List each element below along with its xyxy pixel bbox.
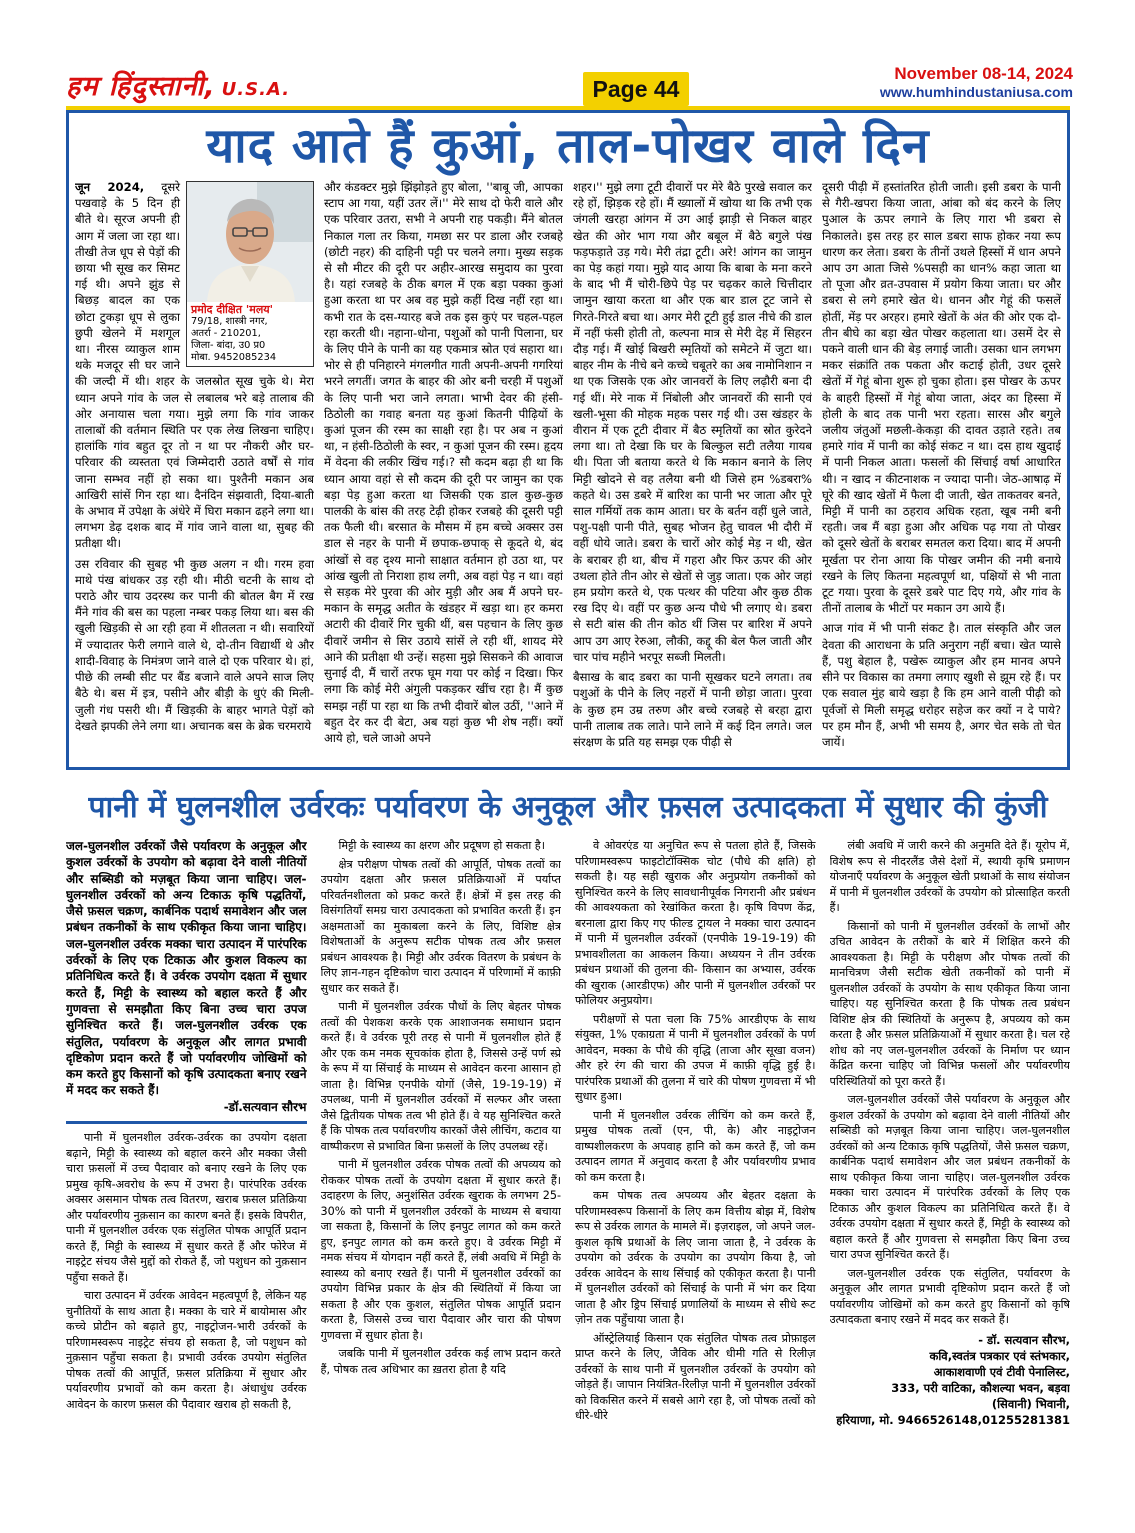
article2-column-3 [575,838,816,1478]
article1-column-3 [573,179,812,763]
article2-column-4 [830,838,1071,1478]
masthead [0,0,1135,110]
article1-paragraph: जून 2024, दूसरे पखवाड़े के 5 दिन ही बीते थे। सूरज अपनी ही आग में जला जा रहा था। तीखी तेज धूप से पेड़ों की छाया भी सूख कर सिमट गई थी। अपने झुंड से बिछड़ बादल का एक छोटा टुकड़ा धूप से लुका छुपी खेलने में मशगूल था। नीरस व्याकुल शाम थके मजदूर सी घर जाने की जल्दी में थी। शहर के जलस्रोत सूख चुके थे। मेरा ध्यान अपने गांव के जल से लबालब भरे बड़े तालाब की ओर अनायास चला गया। मुझे लगा कि गांव जाकर तालाबों की वर्तमान स्थिति पर एक लेख लिखना चाहिए। हालांकि गांव बहुत दूर तो न था पर नौकरी और घर-परिवार की व्यस्तता एवं जिम्मेदारी उठाते वर्षों से गांव जाना सम्भव नहीं हो सका था। पुश्तैनी मकान अब आखिरी सांसें गिन रहा था। दैनंदिन संझवाती, दिया-बाती के अभाव में उपेक्षा के अंधेरे में घिरा मकान ढहने लगा था। लगभग डेढ़ दशक बाद में गांव जाने वाला था, सुबह की प्रतीक्षा थी। [75,180,314,551]
article1-column-2 [324,179,563,763]
issue-date: November 08-14, 2024 [894,64,1073,83]
article1-paragraph: उस रविवार की सुबह भी कुछ अलग न थी। गरम हवा माथे पंख बांधकर उड़ रही थी। मीठी चटनी के साथ दो पराठे और चाय उदरस्थ कर पानी की बोतल बैग में रख मैंने गांव की बस का पहला नम्बर पकड़ लिया था। बस की खुली खिड़की से आ रही हवा में शीतलता न थी। सवारियों में ज्यादातर फेरी लगाने वाले थे, दो-तीन विद्यार्थी थे और शादी-विवाह के निमंत्रण जाने वाले दो एक परिवार थे। हां, पीछे की लम्बी सीट पर बैंड बजाने वाले अपने साज लिए बैठे थे। बस में इत्र, पसीने और बीड़ी के धुएं की मिली-जुली गंध पसरी थी। मैं खिड़की के बाहर भागते पेड़ों को देखते झपकी लेने लगा था। अचानक बस के ब्रेक चरमराये [75,556,314,733]
author-name: प्रमोद दीक्षित 'मलय' [191,303,274,316]
article2-body [66,838,1070,1478]
article2-paragraph: जल-घुलनशील उर्वरक एक संतुलित, पर्यावरण के अनुकूल और लागत प्रभावी दृष्टिकोण प्रदान करते हैं जो पर्यावरणीय जोखिमों को कम करते हुए किसानों को कृषि उत्पादकता बनाए रखने में मदद कर सकते हैं। [829,1266,1070,1326]
signature-line: आकाशवाणी एवं टीवी पेनालिस्ट, [933,1364,1070,1379]
article1-paragraph: बैसाख के बाद डबरा का पानी सूखकर घटने लगता। तब पशुओं के पीने के लिए नहरों में पानी छोड़ा जाता। पुरवा के कुछ हम उम्र तरुण और बच्चे रजबहे से बरहा द्वारा पानी तालाब तक लाते। पाने लाने में कई दिन लगते। जल संरक्षण के प्रति यह समझ एक पीढ़ी से [573,670,812,749]
article2-headline: पानी में घुलनशील उर्वरकः पर्यावरण के अनुकूल और फ़सल उत्पादकता में सुधार की कुंजी [88,790,1048,825]
article2-paragraph: ऑस्ट्रेलियाई किसान एक संतुलित पोषक तत्व प्रोफ़ाइल प्राप्त करने के लिए, जैविक और धीमी गति से रिलीज़ उर्वरकों के साथ पानी में घुलनशील उर्वरकों के उपयोग को जोड़ते हैं। जापान नियंत्रित-रिलीज़ पानी में घुलनशील उर्वरकों को विकसित करने में सबसे आगे रहा है, जो पोषक तत्वों को धीरे-धीरे [575,1331,816,1422]
article2-paragraph: पानी में घुलनशील उर्वरक-उर्वरक का उपयोग दक्षता बढ़ाने, मिट्टी के स्वास्थ्य को बहाल करने और मक्का जैसी चारा फ़सलों में उच्च पैदावार को बनाए रखने के लिए एक प्रमुख कृषि-अवरोध के रूप में उभरा है। पारंपरिक उर्वरक अक्सर असमान पोषक तत्व वितरण, खराब फ़सल प्रतिक्रिया और पर्यावरणीय नुक़सान का कारण बनते हैं। इसके विपरीत, पानी में घुलनशील उर्वरक एक संतुलित पोषक आपूर्ति प्रदान करते हैं, मिट्टी के स्वास्थ्य में सुधार करते हैं और फोरेज में नाइट्रेट संचय जैसे मुद्दों को रोकते हैं, जो पशुधन को नुक़सान पहुँचा सकते हैं। [66,1131,307,1284]
signature-line: 333, परी वाटिका, कौशल्या भवन, बड़वा [891,1380,1070,1395]
article2-paragraph: परीक्षणों से पता चला कि 75% आरडीएफ के साथ संयुक्त, 1% एकाग्रता में पानी में घुलनशील उर्वरकों के पर्ण आवेदन, मक्का के पौधे की वृद्धि (ताजा और सूखा वजन) और हरे रंग की चारा की उपज में काफ़ी वृद्धि हुई है। पारंपरिक प्रथाओं की तुलना में चारे की पोषण गुणवत्ता में भी सुधार हुआ। [575,1012,816,1103]
signature-line: (सिवानी) भिवानी, [991,1396,1070,1411]
article1-column-1 [75,179,314,763]
brand-text: हम हिंदुस्तानी, [66,71,216,102]
article1-paragraph: शहर।'' मुझे लगा टूटी दीवारों पर मेरे बैठे पुरखे सवाल कर रहे हों, झिड़क रहे हों। मैं ख्यालों में खोया था कि तभी एक जंगली खरहा आंगन में उग आई झाड़ी से निकल बाहर खेत की ओर भाग गया और बबूल में बैठे बगुले पंख फड़फड़ाते उड़ गये। मेरी तंद्रा टूटी। अरे! आंगन का जामुन का पेड़ कहां गया। मुझे याद आया कि बाबा के मना करने के बाद भी मैं चोरी-छिपे पेड़ पर चढ़कर काले चित्तीदार जामुन खाया करता था और एक बार डाल टूट जाने से गिरते-गिरते बचा था। अगर मेरी टूटी हुई डाल नीचे की डाल में नहीं फंसी होती तो, कल्पना मात्र से मेरी देह में सिहरन दौड़ गई। मैं खोई बिखरी स्मृतियों को समेटने में जुटा था। बाहर नीम के नीचे बने कच्चे चबूतरे का अब नामोनिशान न था एक जिसके एक ओर जानवरों के लिए लढ़ौरी बना दी गई थीं। मेरे नाक में निंबोली और जानवरों की सानी एवं खली-भूसा की मोहक महक पसर गई थी। उस खंडहर के वीरान में एक टूटी दीवार में बैठ स्मृतियों का स्रोत कुरेदने लगा था। तो देखा कि घर के बिल्कुल सटी तलैया गायब थी। पिता जी बताया करते थे कि मकान बनाने के लिए मिट्टी खोदने से वह तलैया बनी थी जिसे हम %डबरा% कहते थे। उस डबरे में बारिश का पानी भर जाता और पूरे साल गर्मियों तक काम आता। घर के बर्तन वहीं धुले जाते, पशु-पक्षी पानी पीते, सुबह भोजन हेतु चावल भी दौरी में वहीं धोये जाते। डबरा के चारों ओर कोई मेड़ न थी, खेत के बराबर ही था, बीच में गहरा और फिर ऊपर की ओर उथला होते तीन ओर से खेतों से जुड़ जाता। एक ओर जहां हम प्रयोग करते थे, एक पत्थर की पटिया और कुछ ठीक रख दिए थे। वहीं पर कुछ अन्य पौधे भी लगाए थे। डबरा से सटी बांस की तीन कोठ थीं जिस पर बारिश में अपने आप उग आए रेरुआ, लौकी, कद्दू की बेल फैल जाती और चार पांच महीने भरपूर सब्जी मिलती। [573,180,812,664]
article-wells-ponds [66,110,1070,770]
brand-suffix: U.S.A. [221,79,291,100]
author-caption [187,302,313,366]
signature-line: - डॉ. सत्यवान सौरभ, [978,1332,1070,1347]
article2-paragraph: किसानों को पानी में घुलनशील उर्वरकों के लाभों और उचित आवेदन के तरीकों के बारे में शिक्षित करने की आवश्यकता है। मिट्टी के परीक्षण और पोषक तत्वों की मानचित्रण जैसी सटीक खेती तकनीकों को पानी में घुलनशील उर्वरकों के उपयोग के साथ एकीकृत किया जाना चाहिए। यह सुनिश्चित करता है कि पोषक तत्व प्रबंधन विशिष्ट क्षेत्र की स्थितियों के अनुरूप है, अपव्यय को कम करता है और फ़सल प्रतिक्रियाओं में सुधार करता है। चल रहे शोध को नए जल-घुलनशील उर्वरकों के निर्माण पर ध्यान केंद्रित करना चाहिए जो विभिन्न फसलों और पर्यावरणीय परिस्थितियों को पूरा करते हैं। [829,919,1070,1088]
article1-headline: याद आते हैं कुआं, ताल-पोखर वाले दिन [206,118,930,174]
article2-paragraph: वे ओवरएंड या अनुचित रूप से पतला होते हैं, जिसके परिणामस्वरूप फाइटोटॉक्सिक चोट (पौधे की क्षति) हो सकती है। यह सही खुराक और अनुप्रयोग तकनीकों को सुनिश्चित करने के लिए सावधानीपूर्वक निगरानी और प्रबंधन की आवश्यकता को रेखांकित करता है। कृषि विपण केंद्र, बरनाला द्वारा किए गए फील्ड ट्रायल ने मक्का चारा उत्पादन में पानी में घुलनशील उर्वरकों (एनपीके 19-19-19) की प्रभावशीलता का आकलन किया। अध्ययन ने तीन उर्वरक प्रबंधन प्रथाओं की तुलना की- किसान का अभ्यास, उर्वरक की खुराक (आरडीएफ) और पानी में घुलनशील उर्वरकों पर फोलियर अनुप्रयोग। [575,839,816,1007]
article1-column-4 [822,179,1061,763]
page-number-badge: Page 44 [583,72,689,106]
author-portrait-icon [187,182,313,302]
article2-column-2 [321,838,562,1478]
author-address-line: जिला- बांदा, उ0 प्र0 [191,340,266,351]
issue-info [880,64,1073,101]
author-address-line: अतर्रा - 210201, [191,328,261,339]
article-water-soluble-fertilizers [66,778,1070,1482]
author-photo [187,182,313,302]
publication-name [66,66,290,103]
article1-paragraph: दूसरी पीढ़ी में हस्तांतरित होती जाती। इसी डबरा के पानी से गैरी-खपरा किया जाता, आंबा को बंद करने के लिए पुआल के ऊपर लगाने के लिए गारा भी डबरा से निकालते। इस तरह हर साल डबरा साफ होकर नया रूप धारण कर लेता। डबरा के तीनों उथले हिस्सों में धान अपने आप उग आता जिसे %पसही का धान% कहा जाता था तो पूजा और व्रत-उपवास में प्रयोग किया जाता। घर और डबरा से लगे हमारे खेत थे। धानन और गेहूं की फसलें होतीं, मेंड़ पर अरहर। हमारे खेतों के अंत की ओर एक दो-तीन बीघे का बड़ा खेत पोखर कहलाता था। उसमें देर से पकने वाली धान की बेड़ लगाई जाती। उसका धान लगभग मकर संक्रांति तक पकता और कटाई होती, उधर दूसरे खेतों में गेहूं बोना शुरू हो चुका होता। इस पोखर के ऊपर के बाहरी हिस्सों में गेहूं बोया जाता, अंदर का हिस्सा में होली के बाद तक पानी भरा रहता। सारस और बगुले जलीय जंतुओं मछली-केकड़ा की दावत उड़ाते रहते। तब हमारे गांव में पानी का कोई संकट न था। दस हाथ खुदाई में पानी निकल आता। फसलों की सिंचाई वर्षा आधारित थी। न खाद न कीटनाशक न ज्यादा पानी। जेठ-आषाढ़ में घूरे की खाद खेतों में फैला दी जाती, खेत ताकतवर बनते, मिट्टी में पानी का ठहराव अधिक रहता, खूब नमी बनी रहती। जब मैं बड़ा हुआ और अधिक पढ़ गया तो पोखर को दूसरे खेतों के बराबर समतल करा दिया। बाद में अपनी मूर्खता पर रोना आया कि पोखर जमीन की नमी बनाये रखने के लिए कितना महत्वपूर्ण था, पक्षियों से भी नाता टूट गया। पुरवा के दूसरे डबरे पाट दिए गये, और गांव के तीनों तालाब के भीटों पर मकान उग आये हैं। [822,180,1061,616]
pull-quote-text: जल-घुलनशील उर्वरकों जैसे पर्यावरण के अनुकूल और कुशल उर्वरकों के उपयोग को बढ़ावा देने वाली नीतियों और सब्सिडी को मज़बूत किया जाना चाहिए। जल-घुलनशील उर्वरकों को अन्य टिकाऊ कृषि पद्धतियों, जैसे फ़सल चक्रण, कार्बनिक पदार्थ समावेशन और जल प्रबंधन तकनीकों के साथ एकीकृत किया जाना चाहिए। जल-घुलनशील उर्वरक मक्का चारा उत्पादन में पारंपरिक उर्वरकों के लिए एक टिकाऊ और कुशल विकल्प का प्रतिनिधित्व करते हैं। वे उर्वरक उपयोग दक्षता में सुधार करते हैं, मिट्टी के स्वास्थ्य को बहाल करते हैं और गुणवत्ता से समझौता किए बिना उच्च चारा उपज सुनिश्चित करते हैं। जल-घुलनशील उर्वरक एक संतुलित, पर्यावरण के अनुकूल और लागत प्रभावी दृष्टिकोण प्रदान करते हैं जो पर्यावरणीय जोखिमों को कम करते हुए किसानों को कृषि उत्पादकता बनाए रखने में मदद कर सकते हैं। [66,839,307,1098]
article2-paragraph: चारा उत्पादन में उर्वरक आवेदन महत्वपूर्ण है, लेकिन यह चुनौतियों के साथ आता है। मक्का के चारे में बायोमास और कच्चे प्रोटीन को बढ़ाते हुए, नाइट्रोजन-भारी उर्वरकों के परिणामस्वरूप नाइट्रेट संचय हो सकता है, जो पशुधन को नुक़सान पहुँचा सकता है। प्रभावी उर्वरक उपयोग संतुलित पोषक तत्वों की आपूर्ति, फ़सल प्रतिक्रिया में सुधार और पर्यावरणीय प्रभावों को कम करता है। अंधाधुंध उर्वरक आवेदन के कारण फ़सल की पैदावार खराब हो सकती है, [66,1289,307,1411]
article2-paragraph: कम पोषक तत्व अपव्यय और बेहतर दक्षता के परिणामस्वरूप किसानों के लिए कम वित्तीय बोझ में, विशेष रूप से उर्वरक लागत के मामले में। इज़राइल, जो अपने जल-कुशल कृषि प्रथाओं के लिए जाना जाता है, ने उर्वरक के उपयोग को उर्वरक के उपयोग का उपयोग किया है, जो उर्वरक आवेदन के साथ सिंचाई को एकीकृत करता है। पानी में घुलनशील उर्वरकों को सिंचाई के पानी में भंग कर दिया जाता है और ड्रिप सिंचाई प्रणालियों के माध्यम से सीधे रूट ज़ोन तक पहुँचाया जाता है। [575,1189,816,1326]
article1-dateline: जून 2024, [75,180,145,194]
author-address-line: 79/18, शास्त्री नगर, [191,316,268,327]
pull-quote-author: -डॉ.सत्यवान सौरभ [223,1099,307,1114]
article2-column-1 [66,838,307,1478]
article2-paragraph: मिट्टी के स्वास्थ्य का क्षरण और प्रदूषण हो सकता है। [338,839,545,852]
website-link[interactable]: www.humhindustaniusa.com [879,84,1073,100]
signature-line: कवि,स्वतंत्र पत्रकार एवं स्तंभकार, [929,1348,1070,1363]
article2-paragraph: जबकि पानी में घुलनशील उर्वरक कई लाभ प्रदान करते हैं, पोषक तत्व अधिभार का ख़तरा होता है यदि [320,1347,561,1376]
article1-paragraph: और कंडक्टर मुझे झिंझोड़ते हुए बोला, ''बाबू जी, आपका स्टाप आ गया, यहीं उतर लें।'' मेरे साथ दो फेरी वाले और एक परिवार उतरा, सभी ने अपनी राह पकड़ी। मैंने बोतल निकाल गला तर किया, गमछा सर पर डाला और रजबहे (छोटी नहर) की दाहिनी पट्टी पर चलने लगा। मुख्य सड़क से सौ मीटर की दूरी पर अहीर-आरख समुदाय का पुरवा है। यहां रजबहे के ठीक बगल में एक बड़ा पक्का कुआं हुआ करता था पर अब वह मुझे कहीं दिख नहीं रहा था। कभी रात के दस-ग्यारह बजे तक इस कुएं पर चहल-पहल रहा करती थी। नहाना-धोना, पशुओं को पानी पिलाना, घर के लिए पीने के पानी का यह एकमात्र स्रोत एवं सहारा था। भोर से ही पनिहारने मंगलगीत गाती अपनी-अपनी गगरियां भरने लगतीं। जगत के बाहर की ओर बनी चरही में पशुओं के लिए पानी भरा जाने लगता। भाभी देवर की हंसी-ठिठोली का गवाह बनता यह कुआं कितनी पीढ़ियों के कुआं पूजन की रस्म का साक्षी रहा है। पर अब न कुआं था, न हंसी-ठिठोली के स्वर, न कुआं पूजन की रस्म। हृदय में वेदना की लकीर खिंच गई।? सौ कदम बढ़ा ही था कि ध्यान आया वहां से सौ कदम की दूरी पर जामुन का एक बड़ा पेड़ हुआ करता था जिसकी एक डाल कुछ-कुछ पालकी के बांस की तरह टेढ़ी होकर रजबहे की दूसरी पट्टी तक फैली थी। बरसात के मौसम में हम बच्चे अक्सर उस डाल से नहर के पानी में छपाक-छपाक् से कूदते थे, बंद आंखों से वह दृश्य मानो साक्षात वर्तमान हो उठा था, पर आंख खुली तो निराशा हाथ लगी, अब वहां पेड़ न था। वहां से सड़क मेरे पुरवा की ओर मुड़ी और अब मैं अपने घर-मकान के समृद्ध अतीत के खंडहर में खड़ा था। हर कमरा अटारी की दीवारें गिर चुकी थीं, बस पहचान के लिए कुछ दीवारें जमीन से सिर उठाये सांसें ले रही थीं, शायद मेरे आने की प्रतीक्षा थी उन्हें। सहसा मुझे सिसकने की आवाज सुनाई दी, मैं चारों तरफ घूम गया पर कोई न दिखा। फिर लगा कि कोई मेरी अंगुली पकड़कर खींच रहा है। मैं कुछ समझ नहीं पा रहा था कि तभी दीवारें बोल उठीं, ''आने में बहुत देर कर दी बेटा, अब यहां कुछ भी शेष नहीं। क्यों आये हो, चले जाओ अपने [324,180,563,745]
article2-pull-quote [66,838,307,1124]
author-phone: मोबा. 9452085234 [191,352,277,363]
author-photo-box [186,181,314,367]
article2-paragraph: क्षेत्र परीक्षण पोषक तत्वों की आपूर्ति, पोषक तत्वों का उपयोग दक्षता और फ़सल प्रतिक्रियाओं में पर्याप्त परिवर्तनशीलता को प्रकट करते हैं। क्षेत्रों में इस तरह की विसंगतियाँ समग्र चारा उत्पादकता को प्रभावित करती हैं। इन अक्षमताओं का मुकाबला करने के लिए, विशिष्ट क्षेत्र विशेषताओं के अनुरूप सटीक पोषक तत्व और फ़सल प्रबंधन आवश्यक है। मिट्टी और उर्वरक वितरण के प्रबंधन के लिए ज्ञान-गहन दृष्टिकोण चारा उत्पादन में परिणामों में काफ़ी सुधार कर सकते हैं। [320,857,561,995]
author-signature [830,1332,1071,1428]
signature-line: हरियाणा, मो. 9466526148,01255281381 [836,1412,1070,1427]
article2-paragraph: लंबी अवधि में जारी करने की अनुमति देते हैं। यूरोप में, विशेष रूप से नीदरलैंड जैसे देशों में, स्थायी कृषि प्रमाणन योजनाएँ पर्यावरण के अनुकूल खेती प्रथाओं के साथ संयोजन में पानी में घुलनशील उर्वरकों के उपयोग को प्रोत्साहित करती हैं। [829,839,1070,914]
article1-body [75,179,1061,763]
article2-paragraph: पानी में घुलनशील उर्वरक पौधों के लिए बेहतर पोषक तत्वों की पेशकश करके एक आशाजनक समाधान प्रदान करते हैं। वे उर्वरक पूरी तरह से पानी में घुलनशील होते हैं और एक कम नमक सूचकांक होता है, जिससे उन्हें पर्ण स्प्रे के रूप में या सिंचाई के माध्यम से आवेदन करना आसान हो जाता है। विभिन्न एनपीके योगों (जैसे, 19-19-19) में उपलब्ध, पानी में घुलनशील उर्वरकों में सल्फर और जस्ता जैसे द्वितीयक पोषक तत्व भी होते हैं। वे यह सुनिश्चित करते हैं कि पोषक तत्व पर्यावरणीय कारकों जैसे लीचिंग, कटाव या वाष्पीकरण से प्रभावित बिना फ़सलों के लिए उपलब्ध रहें। [320,1000,561,1153]
article2-paragraph: जल-घुलनशील उर्वरकों जैसे पर्यावरण के अनुकूल और कुशल उर्वरकों के उपयोग को बढ़ावा देने वाली नीतियों और सब्सिडी को मज़बूत किया जाना चाहिए। जल-घुलनशील उर्वरकों को अन्य टिकाऊ कृषि पद्धतियों, जैसे फ़सल चक्रण, कार्बनिक पदार्थ समावेशन और जल प्रबंधन तकनीकों के साथ एकीकृत किया जाना चाहिए। जल-घुलनशील उर्वरक मक्का चारा उत्पादन में पारंपरिक उर्वरकों के लिए एक टिकाऊ और कुशल विकल्प का प्रतिनिधित्व करते हैं। वे उर्वरक उपयोग दक्षता में सुधार करते हैं, मिट्टी के स्वास्थ्य को बहाल करते हैं और गुणवत्ता से समझौता किए बिना उच्च चारा उपज सुनिश्चित करते हैं। [829,1093,1070,1261]
article1-paragraph: आज गांव में भी पानी संकट है। ताल संस्कृति और जल देवता की आराधना के प्रति अनुराग नहीं बचा। खेत प्यासे हैं, पशु बेहाल है, पखेरू व्याकुल और हम मानव अपने सीने पर विकास का तमगा लगाए खुशी से झूम रहे हैं। पर एक सवाल मुंह बाये खड़ा है कि हम आने वाली पीढ़ी को पूर्वजों से मिली समृद्ध धरोहर सहेज कर क्यों न दे पाये? पर हम मौन हैं, अभी भी समय है, अगर चेत सके तो चेत जायें। [822,621,1061,749]
article2-paragraph: पानी में घुलनशील उर्वरक लीचिंग को कम करते हैं, प्रमुख पोषक तत्वों (एन, पी, के) और नाइट्रोजन वाष्पशीलकरण के अपवाह हानि को कम करते हैं, जो कम उत्पादन लागत में अनुवाद करता है और पर्यावरणीय प्रभाव को कम करता है। [575,1108,816,1184]
article2-paragraph: पानी में घुलनशील उर्वरक पोषक तत्वों की अपव्यय को रोककर पोषक तत्वों के उपयोग दक्षता में सुधार करते हैं। उदाहरण के लिए, अनुशंसित उर्वरक खुराक के लगभग 25-30% को पानी में घुलनशील उर्वरकों के माध्यम से बचाया जा सकता है, किसानों के लिए इनपुट लागत को कम करते हुए, इनपुट लागत को कम करते हुए। वे उर्वरक मिट्टी में नमक संचय में योगदान नहीं करते हैं, लंबी अवधि में मिट्टी के स्वास्थ्य को बनाए रखते हैं। पानी में घुलनशील उर्वरकों का उपयोग विभिन्न प्रकार के क्षेत्र की स्थितियों में किया जा सकता है और एक कुशल, संतुलित पोषक आपूर्ति प्रदान करता है, जिससे उच्च चारा पैदावार और चारा की पोषण गुणवत्ता में सुधार होता है। [320,1158,561,1342]
